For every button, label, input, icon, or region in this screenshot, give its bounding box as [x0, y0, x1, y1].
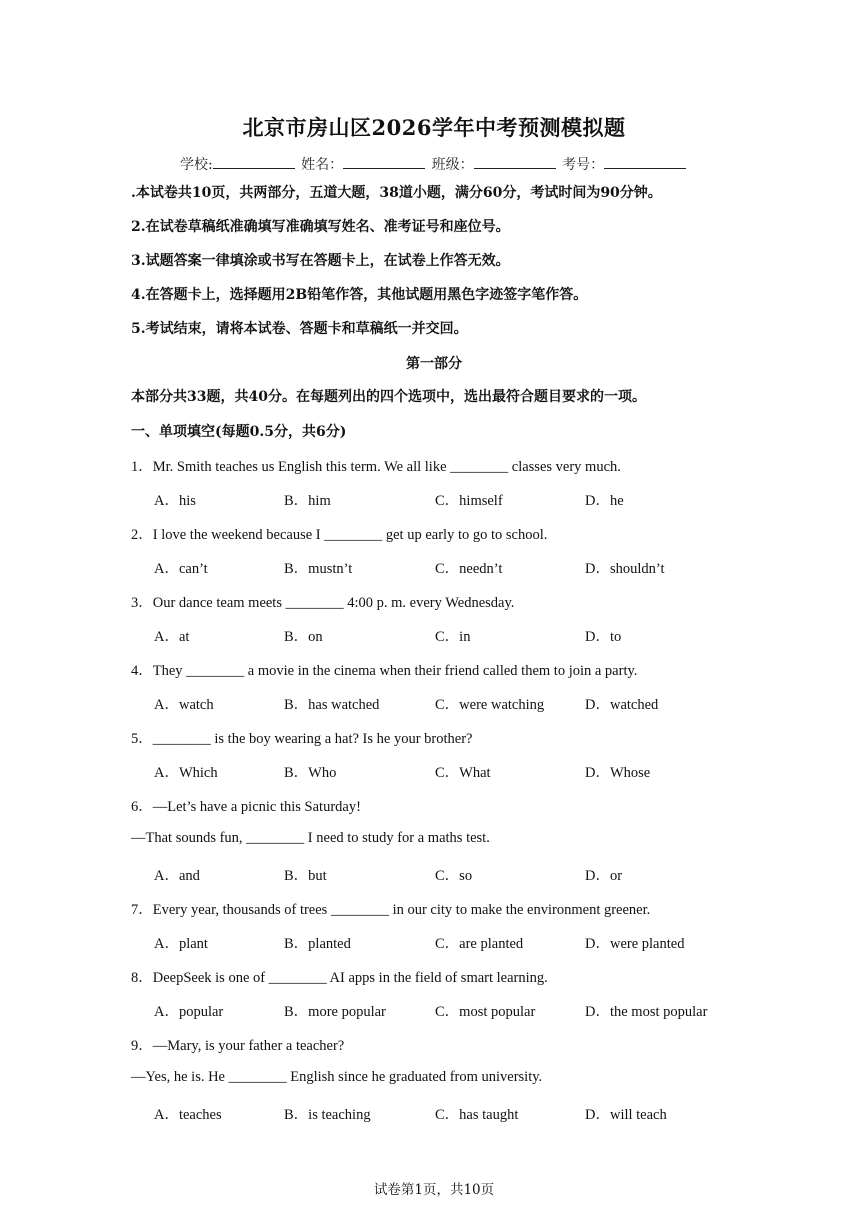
- part-description: 本部分共33题，共40分。在每题列出的四个选项中，选出最符合题目要求的一项。: [131, 389, 646, 405]
- option-a: A．Which: [154, 765, 218, 781]
- exam-no-blank: [604, 154, 686, 169]
- name-label: 姓名：: [301, 157, 344, 173]
- question-1-options: [154, 489, 794, 509]
- option-c: C．were watching: [435, 697, 545, 713]
- option-c: C．has taught: [435, 1107, 519, 1123]
- option-b: B．more popular: [284, 1004, 386, 1020]
- question-6-options: [154, 864, 794, 884]
- question-3-options: [154, 625, 794, 645]
- question-8: 8．DeepSeek is one of ________ AI apps in the field of smart learning.: [131, 970, 548, 986]
- name-blank: [343, 154, 425, 169]
- exam-no-label: 考号：: [562, 157, 605, 173]
- school-blank: [213, 154, 295, 169]
- question-5: 5．________ is the boy wearing a hat? Is he your brother?: [131, 731, 473, 747]
- option-d: D．shouldn’t: [585, 561, 665, 577]
- page-title: 北京市房山区2026学年中考预测模拟题: [242, 115, 626, 140]
- option-c: C．What: [435, 765, 491, 781]
- option-c: C．in: [435, 629, 471, 645]
- option-b: B．him: [284, 493, 331, 509]
- option-a: A．his: [154, 493, 196, 509]
- instruction-3: 3.试题答案一律填涂或书写在答题卡上，在试卷上作答无效。: [131, 253, 510, 269]
- option-c: C．most popular: [435, 1004, 536, 1020]
- question-8-options: [154, 1000, 794, 1020]
- question-9-response: —Yes, he is. He ________ English since he graduated from university.: [131, 1069, 543, 1085]
- instruction-4: 4.在答题卡上，选择题用2B铅笔作答，其他试题用黑色字迹签字笔作答。: [131, 287, 588, 303]
- option-c: C．needn’t: [435, 561, 503, 577]
- option-a: A．popular: [154, 1004, 224, 1020]
- question-6: 6．—Let’s have a picnic this Saturday!: [131, 799, 361, 815]
- question-7-options: [154, 932, 794, 952]
- instruction-5: 5.考试结束，请将本试卷、答题卡和草稿纸一并交回。: [131, 321, 468, 337]
- instruction-2: 2.在试卷草稿纸准确填写准确填写姓名、准考证号和座位号。: [131, 219, 510, 235]
- option-a: A．can’t: [154, 561, 208, 577]
- question-3: 3．Our dance team meets ________ 4:00 p. m. every Wednesday.: [131, 595, 515, 611]
- question-2: 2．I love the weekend because I ________ get up early to go to school.: [131, 527, 548, 543]
- question-9: 9．—Mary, is your father a teacher?: [131, 1038, 345, 1054]
- option-b: B．on: [284, 629, 323, 645]
- option-d: D．were planted: [585, 936, 685, 952]
- option-c: C．are planted: [435, 936, 524, 952]
- question-7: 7．Every year, thousands of trees ________ in our city to make the environment greener.: [131, 902, 651, 918]
- question-6-response: —That sounds fun, ________ I need to study for a maths test.: [131, 830, 490, 846]
- part-title: 第一部分: [406, 356, 462, 372]
- option-a: A．plant: [154, 936, 208, 952]
- option-d: D．Whose: [585, 765, 651, 781]
- option-c: C．so: [435, 868, 473, 884]
- option-b: B．Who: [284, 765, 337, 781]
- option-a: A．teaches: [154, 1107, 222, 1123]
- option-a: A．and: [154, 868, 200, 884]
- class-label: 班级：: [431, 157, 474, 173]
- option-d: D．watched: [585, 697, 659, 713]
- option-b: B．planted: [284, 936, 351, 952]
- option-b: B．is teaching: [284, 1107, 371, 1123]
- option-d: D．the most popular: [585, 1004, 708, 1020]
- option-d: D．he: [585, 493, 624, 509]
- school-label: 学校:: [180, 157, 213, 173]
- class-blank: [474, 154, 556, 169]
- option-d: D．or: [585, 868, 623, 884]
- option-b: B．but: [284, 868, 327, 884]
- page-footer: 试卷第1页，共10页: [373, 1182, 495, 1198]
- question-2-options: [154, 557, 794, 577]
- option-a: A．at: [154, 629, 190, 645]
- question-4: 4．They ________ a movie in the cinema when their friend called them to join a party.: [131, 663, 638, 679]
- question-5-options: [154, 761, 794, 781]
- option-b: B．has watched: [284, 697, 380, 713]
- instruction-1: .本试卷共10页，共两部分，五道大题，38道小题，满分60分，考试时间为90分钟。: [131, 185, 662, 201]
- question-1: 1．Mr. Smith teaches us English this term. We all like ________ classes very much.: [131, 459, 621, 475]
- option-d: D．will teach: [585, 1107, 667, 1123]
- option-b: B．mustn’t: [284, 561, 353, 577]
- section-title: 一、单项填空(每题0.5分，共6分): [131, 424, 347, 440]
- option-a: A．watch: [154, 697, 214, 713]
- question-9-options: [154, 1103, 794, 1123]
- option-d: D．to: [585, 629, 622, 645]
- student-info-line: [180, 154, 688, 174]
- question-4-options: [154, 693, 794, 713]
- option-c: C．himself: [435, 493, 503, 509]
